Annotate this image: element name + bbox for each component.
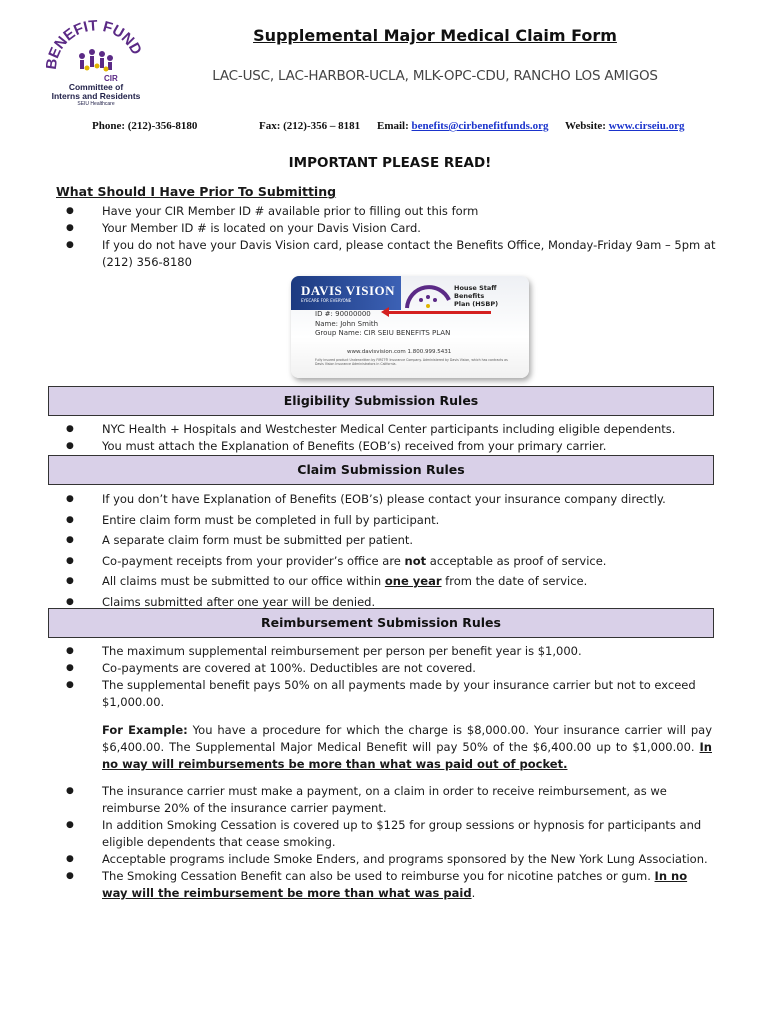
- example-label: For Example:: [102, 723, 188, 737]
- list-item: ● You must attach the Explanation of Benefits (EOB’s) received from your primary carrier.: [66, 438, 716, 455]
- list-item: ● In addition Smoking Cessation is covered up to $125 for group sessions or hypnosis for participants and eligible dependents that cease smoking.: [66, 817, 716, 851]
- card-brand: DAVIS VISION: [301, 283, 396, 298]
- list-item: ● Claims submitted after one year will be denied.: [66, 592, 716, 613]
- reimbursement-heading: Reimbursement Submission Rules: [48, 608, 714, 638]
- reimbursement-more-list: [66, 783, 716, 902]
- list-text: The Smoking Cessation Benefit can also be used to reimburse you for nicotine patches or gum.: [102, 869, 655, 883]
- logo-arc-text: ENEFIT FUN: [46, 17, 138, 61]
- prior-list: [66, 203, 716, 271]
- list-item: ● If you do not have your Davis Vision card, please contact the Benefits Office, Monday-Friday 9am – 5pm at (212) 356-8180: [66, 237, 716, 271]
- bold-text: not: [404, 553, 427, 568]
- list-item: [66, 868, 716, 902]
- card-tagline: EYECARE FOR EVERYONE: [301, 298, 352, 303]
- list-item: [66, 571, 716, 592]
- example-paragraph: [102, 722, 712, 773]
- list-item: ● The insurance carrier must make a payment, on a claim in order to receive reimbursement, as we reimburse 20% of the insurance carrier payment.: [66, 783, 716, 817]
- list-text: .: [471, 886, 476, 900]
- card-footer: www.davisvision.com 1.800.999.5431: [347, 349, 452, 355]
- email-label: Email:: [377, 120, 409, 132]
- logo-caption: [46, 83, 146, 107]
- list-item: ● Co-payments are covered at 100%. Deductibles are not covered.: [66, 660, 716, 677]
- card-id: ID #: 90000000: [315, 310, 371, 318]
- card-logo-icon: [403, 278, 453, 314]
- claim-list: [66, 489, 716, 612]
- important-heading: IMPORTANT PLEASE READ!: [288, 155, 492, 171]
- list-item: ● A separate claim form must be submitted per patient.: [66, 530, 716, 551]
- red-arrow-icon: [387, 311, 491, 314]
- bold-underline-text: one year: [384, 574, 442, 588]
- example-bold-text: In no way will reimbursements be more than what was paid out of pocket.: [102, 740, 712, 771]
- phone: Phone: (212)-356-8180: [92, 120, 198, 132]
- list-text: from the date of service.: [441, 574, 588, 588]
- eligibility-list: [66, 421, 716, 455]
- card-plan-line2: Plan (HSBP): [454, 300, 499, 308]
- list-item: ● Have your CIR Member ID # available prior to filling out this form: [66, 203, 716, 220]
- list-item: ● Your Member ID # is located on your Davis Vision Card.: [66, 220, 716, 237]
- email-link[interactable]: benefits@cirbenefitfunds.org: [411, 120, 549, 132]
- list-item: ● Acceptable programs include Smoke Enders, and programs sponsored by the New York Lung Association.: [66, 851, 716, 868]
- website-label: Website:: [565, 120, 606, 132]
- form-title: Supplemental Major Medical Claim Form: [253, 26, 617, 45]
- list-item: ● Entire claim form must be completed in full by participant.: [66, 510, 716, 531]
- list-item: ● If you don’t have Explanation of Benefits (EOB’s) please contact your insurance company directly.: [66, 489, 716, 510]
- fax: Fax: (212)-356 – 8181: [259, 120, 361, 132]
- reimbursement-list: [66, 643, 716, 711]
- card-plan: [454, 284, 524, 308]
- claim-heading: Claim Submission Rules: [48, 455, 714, 485]
- email-block: [377, 120, 549, 132]
- davis-vision-card-image: [291, 276, 529, 378]
- card-fine-print: Fully insured product Underwritten by FIRST® Insurance Company. Administered by Davis Vision, which has contracts as Davis Vision Insurance Administrators in California.: [315, 358, 508, 366]
- hospital-list: LAC-USC, LAC-HARBOR-UCLA, MLK-OPC-CDU, RANCHO LOS AMIGOS: [212, 68, 658, 84]
- logo-caption-line1: Committee of: [68, 82, 124, 92]
- website-block: [565, 120, 684, 132]
- list-text: acceptable as proof of service.: [426, 553, 607, 568]
- list-item: [66, 551, 716, 572]
- list-text: All claims must be submitted to our office within: [102, 574, 385, 588]
- list-item: ● The supplemental benefit pays 50% on all payments made by your insurance carrier but not to exceed $1,000.00.: [66, 677, 716, 711]
- card-plan-line1: House Staff Benefits: [454, 284, 497, 300]
- card-name: Name: John Smith: [315, 320, 379, 328]
- example-text: You have a procedure for which the charge is $8,000.00. Your insurance carrier will pay $6,400.00. The Supplemental Major Medical Benefit will pay 50% of the $6,400.00 up to $1,000.00.: [102, 723, 712, 754]
- list-item: ● The maximum supplemental reimbursement per person per benefit year is $1,000.: [66, 643, 716, 660]
- eligibility-heading: Eligibility Submission Rules: [48, 386, 714, 416]
- logo-caption-line3: SEIU Healthcare: [77, 101, 115, 107]
- logo-caption-line2: Interns and Residents: [51, 91, 141, 101]
- list-text: Co-payment receipts from your provider’s office are: [102, 553, 405, 568]
- website-link[interactable]: www.cirseiu.org: [608, 120, 685, 132]
- bold-underline-text: In no way will the reimbursement be more than what was paid: [102, 869, 688, 900]
- card-group: Group Name: CIR SEIU BENEFITS PLAN: [315, 329, 451, 337]
- list-item: ● NYC Health + Hospitals and Westchester Medical Center participants including eligible dependents.: [66, 421, 716, 438]
- prior-heading: What Should I Have Prior To Submitting: [56, 184, 337, 199]
- logo-badge: CIR: [104, 74, 118, 83]
